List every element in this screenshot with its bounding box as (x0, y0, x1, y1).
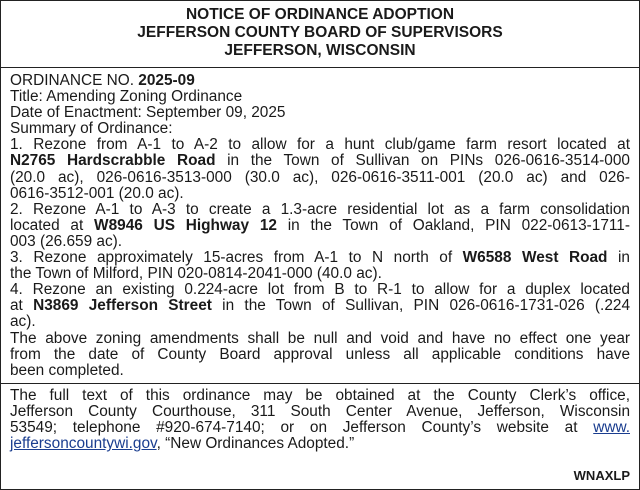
ordinance-number-value: 2025-09 (138, 72, 195, 89)
item-2-line-3: 003 (26.659 ac). (10, 232, 123, 250)
contact-line-1: The full text of this ordinance may be obtained at the County Clerk’s office, (10, 386, 630, 404)
contact-line-4 (10, 436, 630, 452)
item-3-line-1 (10, 250, 630, 266)
notice-body (1, 68, 639, 379)
body-divider (1, 383, 639, 384)
item-2-line-1: 2. Rezone A-1 to A-3 to create a 1.3-acre residential lot as a farm consolidation (10, 200, 630, 218)
contact-line-2: Jefferson County Courthouse, 311 South Center Avenue, Jefferson, Wisconsin (10, 402, 630, 420)
item-4-line-2-rest: in the Town of Sullivan, PIN 026-0616-1731-026 (.224 (211, 297, 631, 315)
item-4-line-2-pre: at (10, 297, 34, 315)
contact-block (1, 388, 639, 452)
item-2-line-2-pre: located at (10, 216, 95, 234)
header-board: JEFFERSON COUNTY BOARD OF SUPERVISORS (137, 24, 503, 41)
item-1-address: N2765 Hardscrabble Road (10, 152, 216, 170)
contact-line-3-pre: 53549; telephone #920-674-7140; or on Jefferson County’s website at (10, 418, 594, 436)
contact-line-4-rest: , “New Ordinances Adopted.” (156, 435, 355, 453)
item-1-line-2 (10, 153, 630, 169)
ordinance-title: Title: Amending Zoning Ordinance (10, 88, 243, 106)
closing-line-2: from the date of County Board approval unless all applicable conditions have (10, 345, 630, 363)
item-1-line-4: 0616-3512-001 (20.0 ac). (10, 184, 184, 202)
item-2-line-2-rest: in the Town of Oakland, PIN 022-0613-1711- (276, 216, 630, 234)
item-2-address: W8946 US Highway 12 (94, 216, 277, 234)
closing-line-1: The above zoning amendments shall be null and void and have no effect one year (10, 329, 630, 347)
item-3-line-2: the Town of Milford, PIN 020-0814-2041-000 (40.0 ac). (10, 265, 382, 283)
ordinance-number (10, 73, 630, 89)
item-3-line-1-rest: in (607, 249, 630, 267)
header-location: JEFFERSON, WISCONSIN (224, 42, 416, 59)
item-4-line-1: 4. Rezone an existing 0.224-acre lot from B to R-1 to allow for a duplex located (10, 281, 630, 299)
item-4-address: N3869 Jefferson Street (33, 297, 212, 315)
item-3-line-1-pre: 3. Rezone approximately 15-acres from A-1 to N north of (10, 249, 463, 267)
publication-code: WNAXLP (573, 468, 630, 483)
summary-label: Summary of Ordinance: (10, 120, 173, 138)
header-title: NOTICE OF ORDINANCE ADOPTION (185, 6, 455, 23)
ordinance-date: Date of Enactment: September 09, 2025 (10, 104, 286, 122)
notice-header (1, 1, 639, 60)
item-1-line-2-rest: in the Town of Sullivan on PINs 026-0616-3514-000 (215, 152, 630, 170)
website-link-part-2[interactable]: jeffersoncountywi.gov (10, 435, 157, 453)
item-4-line-3: ac). (10, 313, 36, 331)
item-1-line-3: (20.0 ac), 026-0616-3513-000 (30.0 ac), 026-0616-3511-001 (20.0 ac) and 026- (10, 168, 630, 186)
item-2-line-2 (10, 218, 630, 234)
website-link-part-1[interactable]: www. (593, 418, 630, 436)
contact-line-3 (10, 420, 630, 436)
item-1-line-1: 1. Rezone from A-1 to A-2 to allow for a hunt club/game farm resort located at (10, 136, 630, 154)
closing-line-3: been completed. (10, 361, 124, 379)
ordinance-number-label: ORDINANCE NO. (10, 72, 134, 89)
item-4-line-2 (10, 298, 630, 314)
item-3-address: W6588 West Road (462, 249, 608, 267)
